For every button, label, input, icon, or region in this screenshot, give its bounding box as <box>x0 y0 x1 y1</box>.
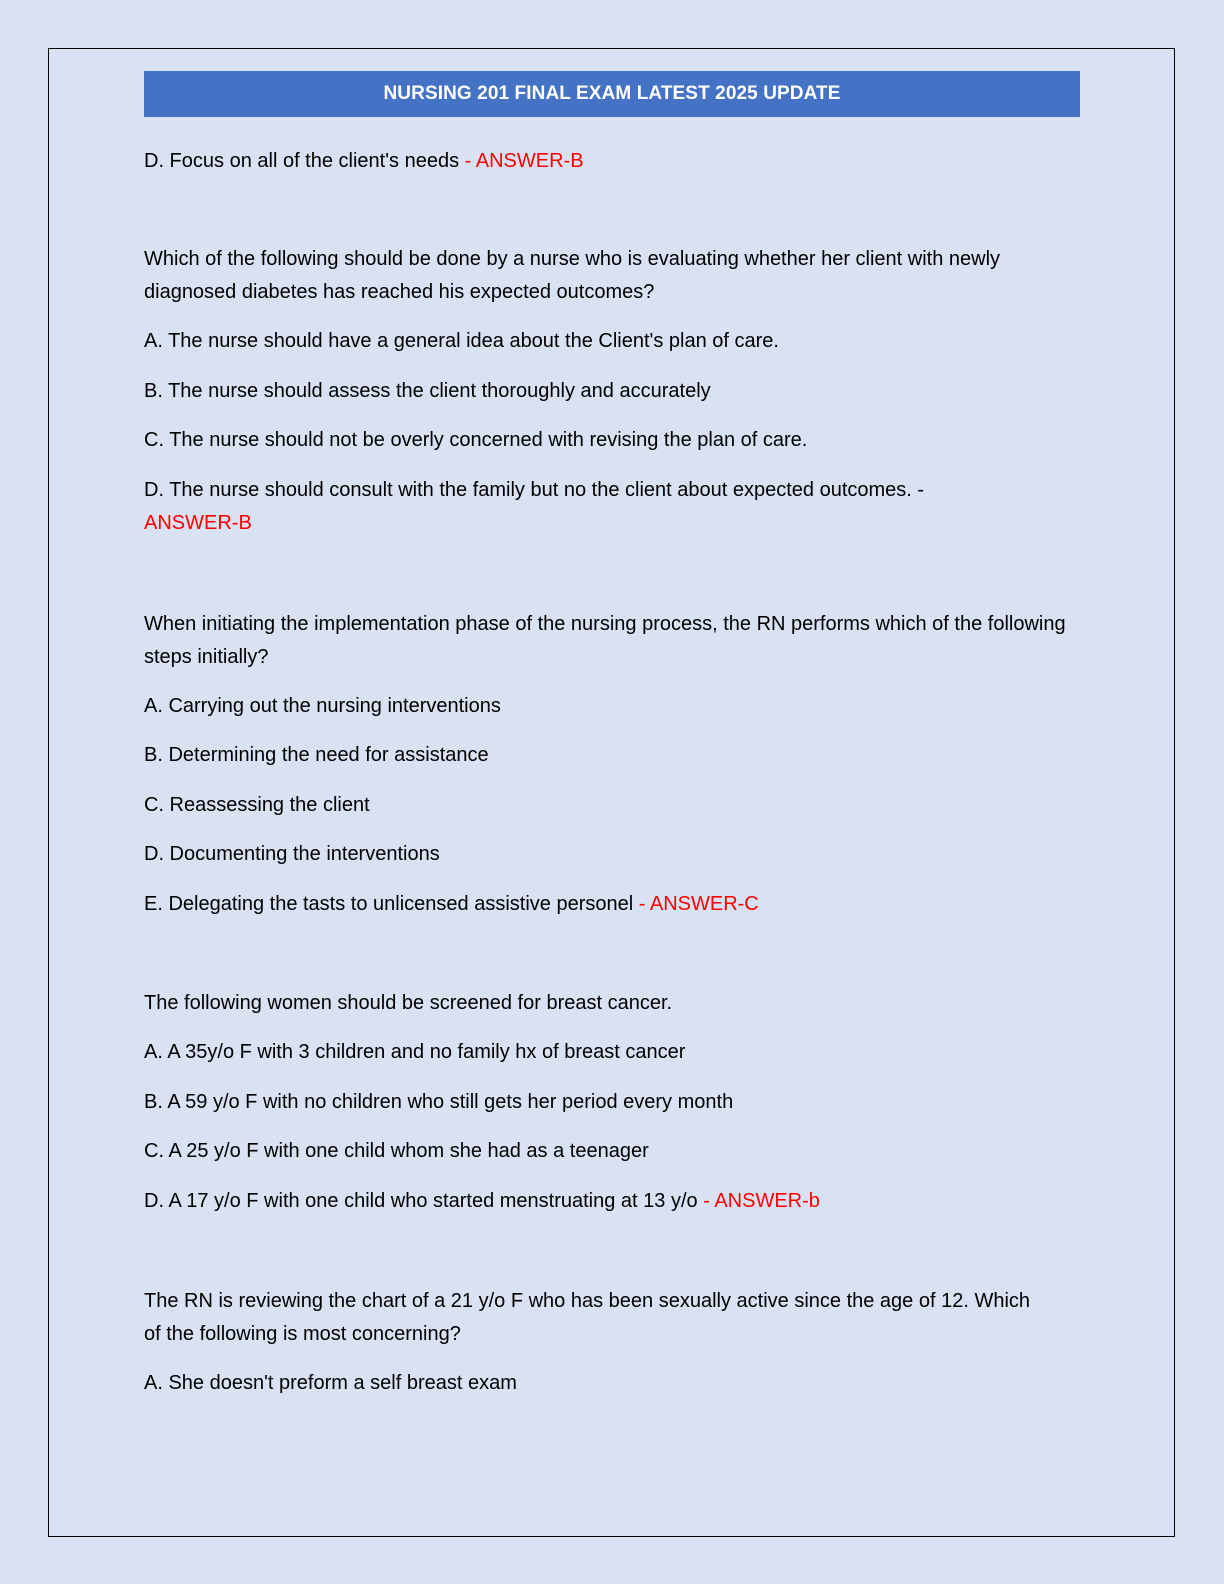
option-line <box>144 690 501 723</box>
question-block-0 <box>144 145 1080 178</box>
question-text: The RN is reviewing the chart of a 21 y/o F who has been sexually active since the age of 12. Which of the following is most concerning? <box>144 1290 1031 1345</box>
option-text: C. A 25 y/o F with one child whom she had as a teenager <box>144 1140 649 1162</box>
option-text: A. The nurse should have a general idea about the Client's plan of care. <box>144 330 779 352</box>
option-text: B. The nurse should assess the client thoroughly and accurately <box>144 380 711 402</box>
answer-key: - ANSWER-C <box>638 893 759 915</box>
option-line <box>144 739 489 772</box>
option-text: B. Determining the need for assistance <box>144 744 489 766</box>
option-line <box>144 1185 820 1218</box>
question-text: When initiating the implementation phase of the nursing process, the RN performs which of the following steps initially? <box>144 613 1066 668</box>
option-text: A. A 35y/o F with 3 children and no family hx of breast cancer <box>144 1041 686 1063</box>
document-title: NURSING 201 FINAL EXAM LATEST 2025 UPDATE <box>383 83 841 104</box>
option-text: E. Delegating the tasts to unlicensed assistive personel <box>144 893 639 915</box>
option-line <box>144 1086 733 1119</box>
option-line <box>144 838 440 871</box>
option-line <box>144 1135 649 1168</box>
option-text: C. The nurse should not be overly concerned with revising the plan of care. <box>144 429 808 451</box>
document-header <box>144 71 1080 117</box>
option-line <box>144 1367 517 1400</box>
question-text: The following women should be screened for breast cancer. <box>144 992 673 1014</box>
option-text: D. Documenting the interventions <box>144 843 440 865</box>
option-line <box>144 424 807 457</box>
option-text: C. Reassessing the client <box>144 794 370 816</box>
answer-key: ANSWER-B <box>144 512 252 534</box>
option-text: A. She doesn't preform a self breast exam <box>144 1372 517 1394</box>
option-text: D. A 17 y/o F with one child who started menstruating at 13 y/o <box>144 1190 704 1212</box>
question-block-4 <box>144 1285 1080 1394</box>
option-line <box>144 474 1080 540</box>
document-content <box>144 71 1080 1394</box>
question-block-3 <box>144 987 1080 1212</box>
answer-key: - ANSWER-B <box>464 150 584 172</box>
option-text: A. Carrying out the nursing interventions <box>144 695 501 717</box>
question-text: Which of the following should be done by a nurse who is evaluating whether her client with newly diagnosed diabetes has reached his expected outcomes? <box>144 248 1001 303</box>
option-line <box>144 145 1080 178</box>
option-text: D. Focus on all of the client's needs <box>144 150 465 172</box>
option-line <box>144 325 779 358</box>
option-line <box>144 888 759 921</box>
option-line <box>144 1036 685 1069</box>
question-block-1 <box>144 243 1080 534</box>
question-block-2 <box>144 608 1080 915</box>
answer-key: - ANSWER-b <box>703 1190 820 1212</box>
option-text: B. A 59 y/o F with no children who still gets her period every month <box>144 1091 734 1113</box>
option-line <box>144 789 370 822</box>
option-text: D. The nurse should consult with the family but no the client about expected outcomes. - <box>144 479 925 501</box>
option-line <box>144 375 711 408</box>
